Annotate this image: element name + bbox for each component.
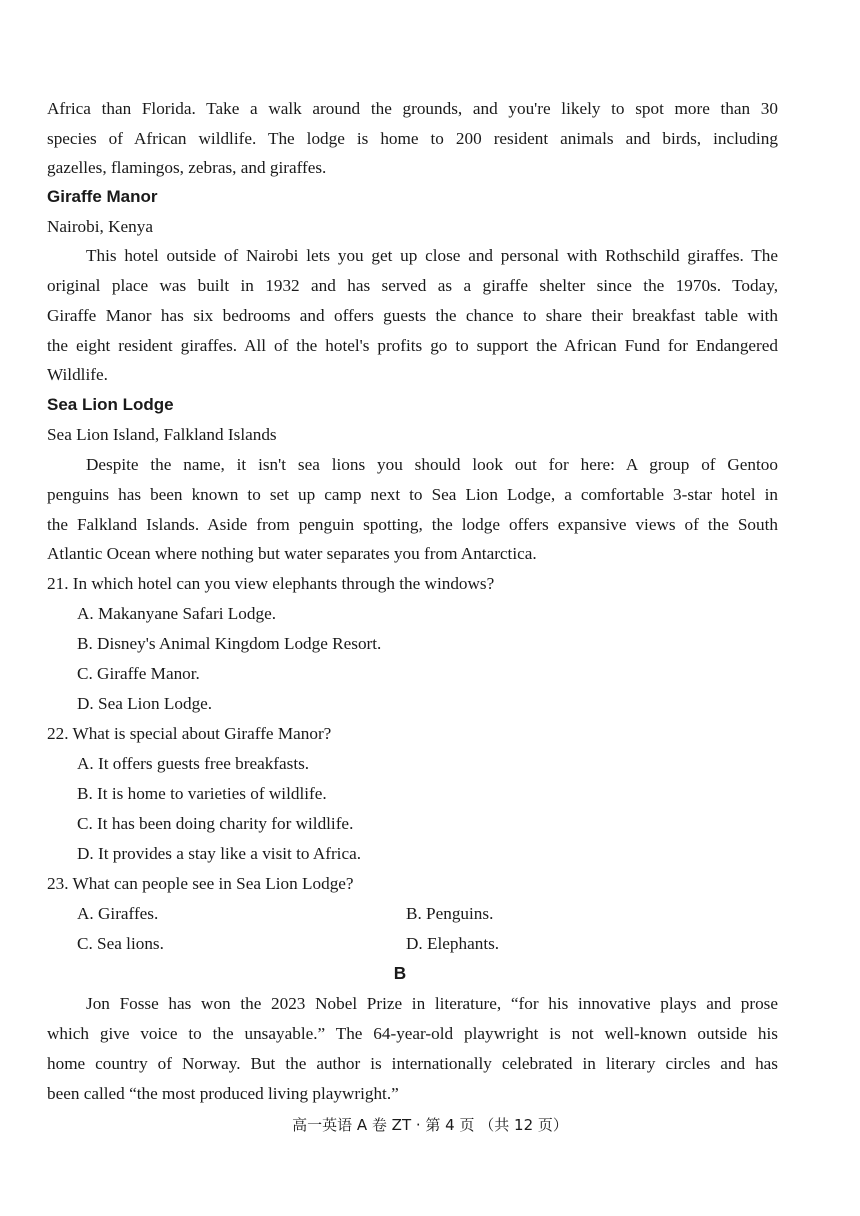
- section-b-line: home country of Norway. But the author is internationally celebrated in literary circles and has: [47, 1054, 778, 1073]
- section-b-line: which give voice to the unsayable.” The 64-year-old playwright is not well-known outside his: [47, 1024, 778, 1043]
- sea-lion-lodge-line: Atlantic Ocean where nothing but water separates you from Antarctica.: [47, 544, 537, 563]
- question-21-option-a: A. Makanyane Safari Lodge.: [77, 604, 277, 623]
- sea-lion-lodge-line: penguins has been known to set up camp next to Sea Lion Lodge, a comfortable 3-star hotel in: [47, 485, 778, 504]
- question-21-option-b: B. Disney's Animal Kingdom Lodge Resort.: [77, 634, 382, 653]
- giraffe-manor-line: the eight resident giraffes. All of the hotel's profits go to support the African Fund for Endangered: [47, 336, 778, 355]
- section-b-line: Jon Fosse has won the 2023 Nobel Prize in literature, “for his innovative plays and prose: [86, 994, 778, 1013]
- giraffe-manor-line: Wildlife.: [47, 365, 108, 384]
- question-22-option-a: A. It offers guests free breakfasts.: [77, 754, 310, 773]
- sea-lion-lodge-line: the Falkland Islands. Aside from penguin spotting, the lodge offers expansive views of the South: [47, 515, 778, 534]
- giraffe-manor-line: Giraffe Manor has six bedrooms and offers guests the chance to share their breakfast table with: [47, 306, 778, 325]
- question-23-option-c: C. Sea lions.: [77, 934, 164, 953]
- sea-lion-lodge-line: Despite the name, it isn't sea lions you should look out for here: A group of Gentoo: [86, 455, 778, 474]
- section-b-line: been called “the most produced living playwright.”: [47, 1084, 399, 1103]
- giraffe-manor-title: Giraffe Manor: [47, 187, 158, 206]
- giraffe-manor-line: This hotel outside of Nairobi lets you get up close and personal with Rothschild giraffes. The: [86, 246, 778, 265]
- giraffe-manor-location: Nairobi, Kenya: [47, 217, 153, 236]
- question-23-option-b: B. Penguins.: [406, 904, 494, 923]
- question-21-stem: 21. In which hotel can you view elephants through the windows?: [47, 574, 495, 593]
- sea-lion-lodge-location: Sea Lion Island, Falkland Islands: [47, 425, 277, 444]
- question-23-option-a: A. Giraffes.: [77, 904, 159, 923]
- intro-line: gazelles, flamingos, zebras, and giraffes.: [47, 158, 327, 177]
- question-22-option-d: D. It provides a stay like a visit to Africa.: [77, 844, 362, 863]
- question-22-option-b: B. It is home to varieties of wildlife.: [77, 784, 327, 803]
- sea-lion-lodge-title: Sea Lion Lodge: [47, 395, 174, 414]
- intro-line: Africa than Florida. Take a walk around the grounds, and you're likely to spot more than 30: [47, 99, 778, 118]
- page-footer: 高一英语 A 卷 ZT · 第 4 页 （共 12 页）: [292, 1116, 568, 1134]
- question-21-option-d: D. Sea Lion Lodge.: [77, 694, 213, 713]
- section-b-label: B: [393, 963, 407, 983]
- question-22-option-c: C. It has been doing charity for wildlife.: [77, 814, 354, 833]
- giraffe-manor-line: original place was built in 1932 and has served as a giraffe shelter since the 1970s. Today,: [47, 276, 778, 295]
- question-23-stem: 23. What can people see in Sea Lion Lodge?: [47, 874, 354, 893]
- question-22-stem: 22. What is special about Giraffe Manor?: [47, 724, 332, 743]
- question-21-option-c: C. Giraffe Manor.: [77, 664, 200, 683]
- intro-line: species of African wildlife. The lodge is home to 200 resident animals and birds, including: [47, 129, 778, 148]
- question-23-option-d: D. Elephants.: [406, 934, 500, 953]
